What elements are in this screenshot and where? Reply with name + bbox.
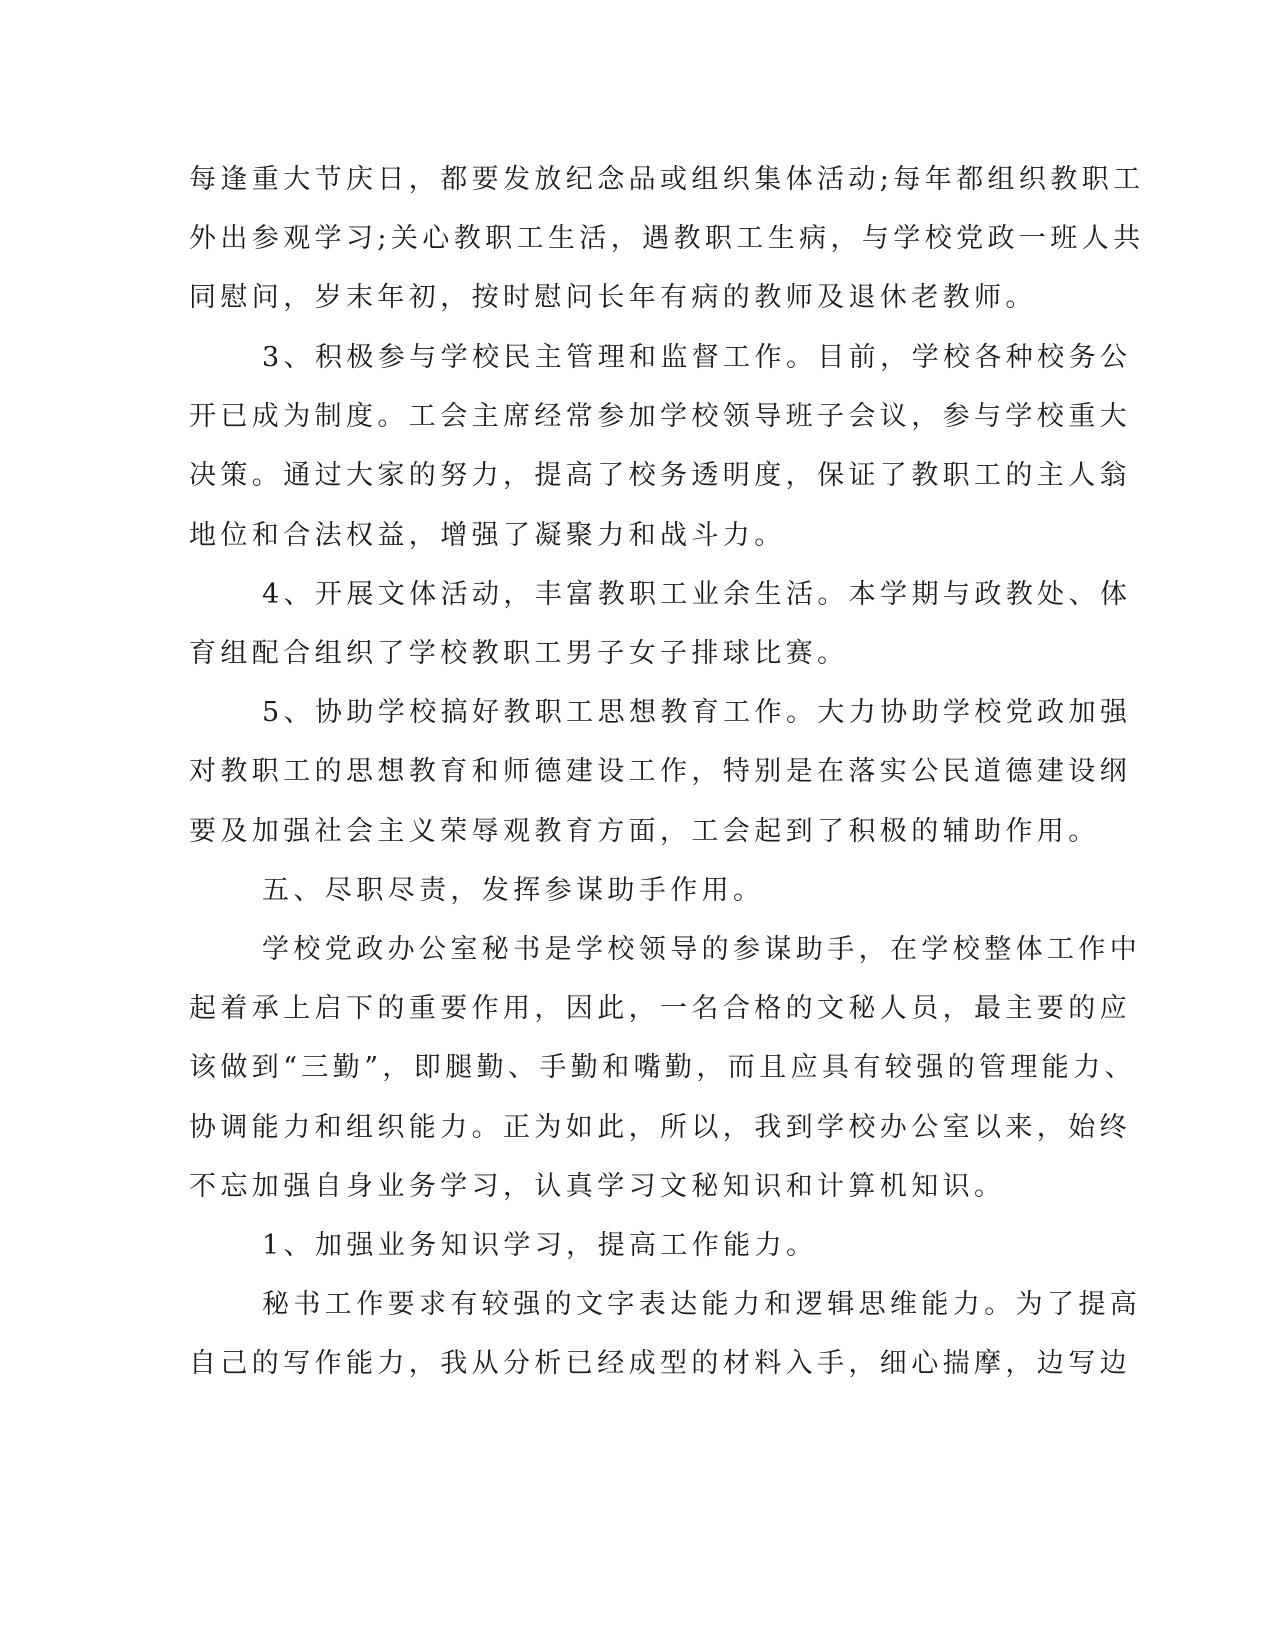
text-line: 同慰问，岁末年初，按时慰问长年有病的教师及退休老教师。: [189, 282, 1037, 313]
text-line: 要及加强社会主义荣辱观教育方面，工会起到了积极的辅助作用。: [189, 816, 1100, 847]
text-line: 起着承上启下的重要作用，因此，一名合格的文秘人员，最主要的应: [189, 993, 1131, 1024]
paragraph-start-line: 4、开展文体活动，丰富教职工业余生活。本学期与政教处、体: [262, 579, 1132, 610]
text-line: 自己的写作能力，我从分析已经成型的材料入手，细心揣摩，边写边: [189, 1348, 1131, 1379]
text-line: 该做到“三勤”，即腿勤、手勤和嘴勤，而且应具有较强的管理能力、: [189, 1052, 1137, 1083]
text-line: 外出参观学习;关心教职工生活，遇教职工生病，与学校党政一班人共: [189, 223, 1145, 254]
paragraph-start-line: 学校党政办公室秘书是学校领导的参谋助手，在学校整体工作中: [262, 934, 1142, 965]
section-heading: 五、尽职尽责，发挥参谋助手作用。: [262, 875, 765, 906]
text-line: 育组配合组织了学校教职工男子女子排球比赛。: [189, 638, 849, 669]
text-line: 每逢重大节庆日，都要发放纪念品或组织集体活动;每年都组织教职工: [189, 164, 1145, 195]
paragraph-start-line: 5、协助学校搞好教职工思想教育工作。大力协助学校党政加强: [262, 697, 1132, 728]
text-line: 开已成为制度。工会主席经常参加学校领导班子会议，参与学校重大: [189, 401, 1131, 432]
text-line: 协调能力和组织能力。正为如此，所以，我到学校办公室以来，始终: [189, 1112, 1131, 1143]
text-line: 地位和合法权益，增强了凝聚力和战斗力。: [189, 520, 786, 551]
paragraph-start-line: 3、积极参与学校民主管理和监督工作。目前，学校各种校务公: [262, 342, 1132, 373]
text-line: 决策。通过大家的努力，提高了校务透明度，保证了教职工的主人翁: [189, 460, 1131, 491]
text-line: 对教职工的思想教育和师德建设工作，特别是在落实公民道德建设纲: [189, 756, 1131, 787]
text-line: 不忘加强自身业务学习，认真学习文秘知识和计算机知识。: [189, 1171, 1006, 1202]
paragraph-start-line: 1、加强业务知识学习，提高工作能力。: [262, 1230, 818, 1261]
paragraph-start-line: 秘书工作要求有较强的文字表达能力和逻辑思维能力。为了提高: [262, 1289, 1142, 1320]
